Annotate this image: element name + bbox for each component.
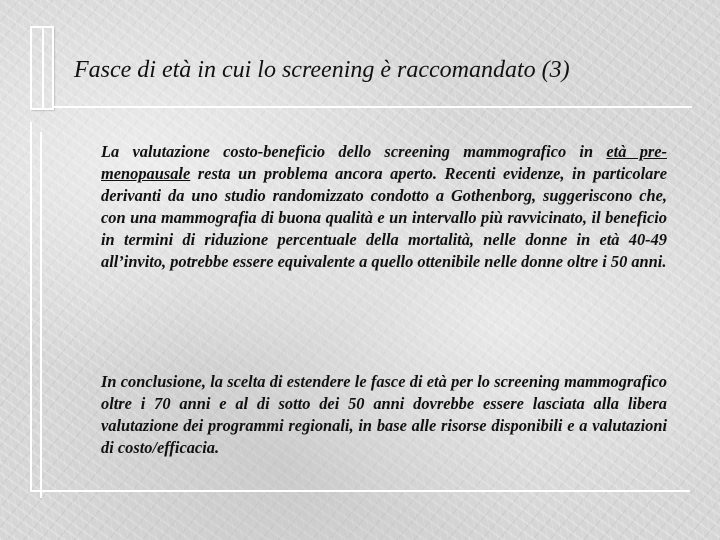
paragraph-conclusion: In conclusione, la scelta di estendere le fasce di età per lo screening mammografico oltre i 70 anni e al di sotto dei 50 anni dovrebbe essere lasciata alla libera valutazione dei programmi regionali, in base alle risorse disponibili e a valutazioni di costo/efficacia. — [101, 372, 667, 457]
slide-title: Fasce di età in cui lo screening è raccomandato (3) — [74, 57, 570, 83]
paragraph-1-text-end: resta un problema ancora aperto. Recenti evidenze, in particolare derivanti da uno studio randomizzato condotto a Gothenborg, suggeriscono che, con una mammografia di buona qualità e un intervallo più ravvicinato, il beneficio in termini di riduzione percentuale della mortalità, nelle donne in età 40-49 all’invito, potrebbe essere equivalente a quello ottenibile nelle donne oltre i 50 anni. — [101, 164, 667, 271]
title-divider — [52, 106, 692, 108]
paragraph-1-text-start: La valutazione costo-beneficio dello screening mammografico in — [101, 142, 607, 161]
underlined-phrase: età pre-menopausale — [101, 142, 667, 183]
title-frame-inner — [42, 26, 52, 110]
paragraph-cost-benefit — [101, 141, 667, 273]
